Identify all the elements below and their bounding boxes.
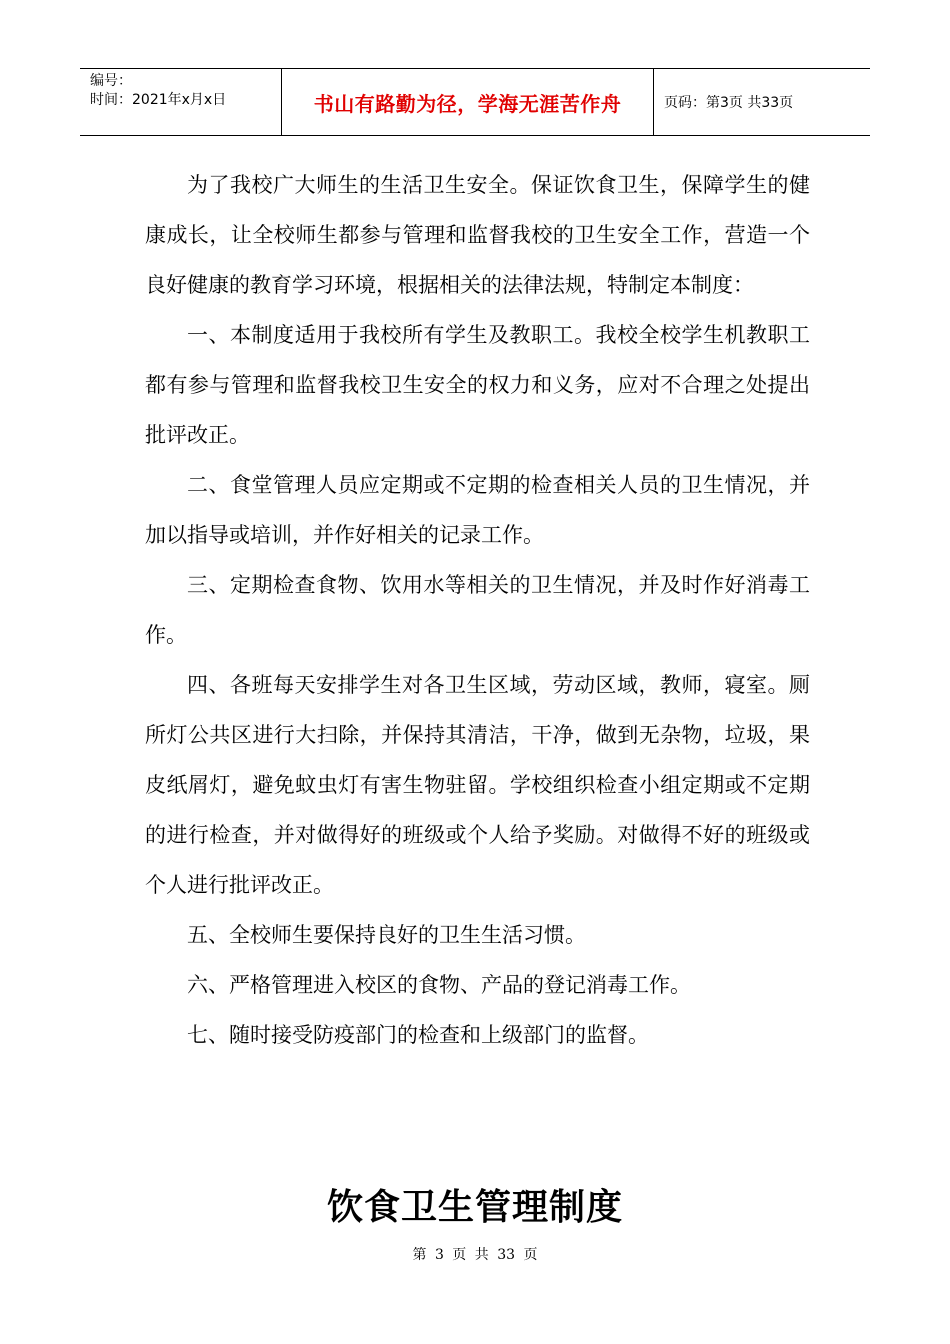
paragraph-item-5: 五、全校师生要保持良好的卫生生活习惯。 [187,923,586,947]
page-footer: 第 3 页 共 33 页 [412,1247,538,1263]
document-title: 饮食卫生管理制度 [326,1187,623,1228]
paragraph-item-4: 四、各班每天安排学生对各卫生区域，劳动区域，教师，寝室。厕所灯公共区进行大扫除，并保持其清洁，干净，做到无杂物，垃圾，果皮纸屑灯，避免蚊虫灯有害生物驻留。学校组织检查小组定期或不定期的进行检查，并对做得好的班级或个人给予奖励。对做得不好的班级或个人进行批评改正。 [145,673,810,897]
paragraph-item-3: 三、定期检查食物、饮用水等相关的卫生情况，并及时作好消毒工作。 [145,573,810,647]
document-number-label: 编号： [90,73,132,89]
document-body [145,160,810,1060]
page-header [80,68,870,136]
document-time-label: 时间：2021年x月x日 [90,92,227,108]
paragraph-item-1: 一、本制度适用于我校所有学生及教职工。我校全校学生机教职工都有参与管理和监督我校卫生安全的权力和义务，应对不合理之处提出批评改正。 [145,323,810,447]
header-motto: 书山有路勤为径，学海无涯苦作舟 [282,69,654,135]
paragraph-item-2: 二、食堂管理人员应定期或不定期的检查相关人员的卫生情况，并加以指导或培训，并作好相关的记录工作。 [145,473,810,547]
paragraph-intro: 为了我校广大师生的生活卫生安全。保证饮食卫生，保障学生的健康成长，让全校师生都参与管理和监督我校的卫生安全工作，营造一个良好健康的教育学习环境，根据相关的法律法规，特制定本制度： [145,173,810,297]
paragraph-item-6: 六、严格管理进入校区的食物、产品的登记消毒工作。 [187,973,691,997]
header-page-info: 页码：第3页 共33页 [664,95,794,111]
header-meta-cell [80,69,282,135]
paragraph-item-7: 七、随时接受防疫部门的检查和上级部门的监督。 [187,1023,649,1047]
